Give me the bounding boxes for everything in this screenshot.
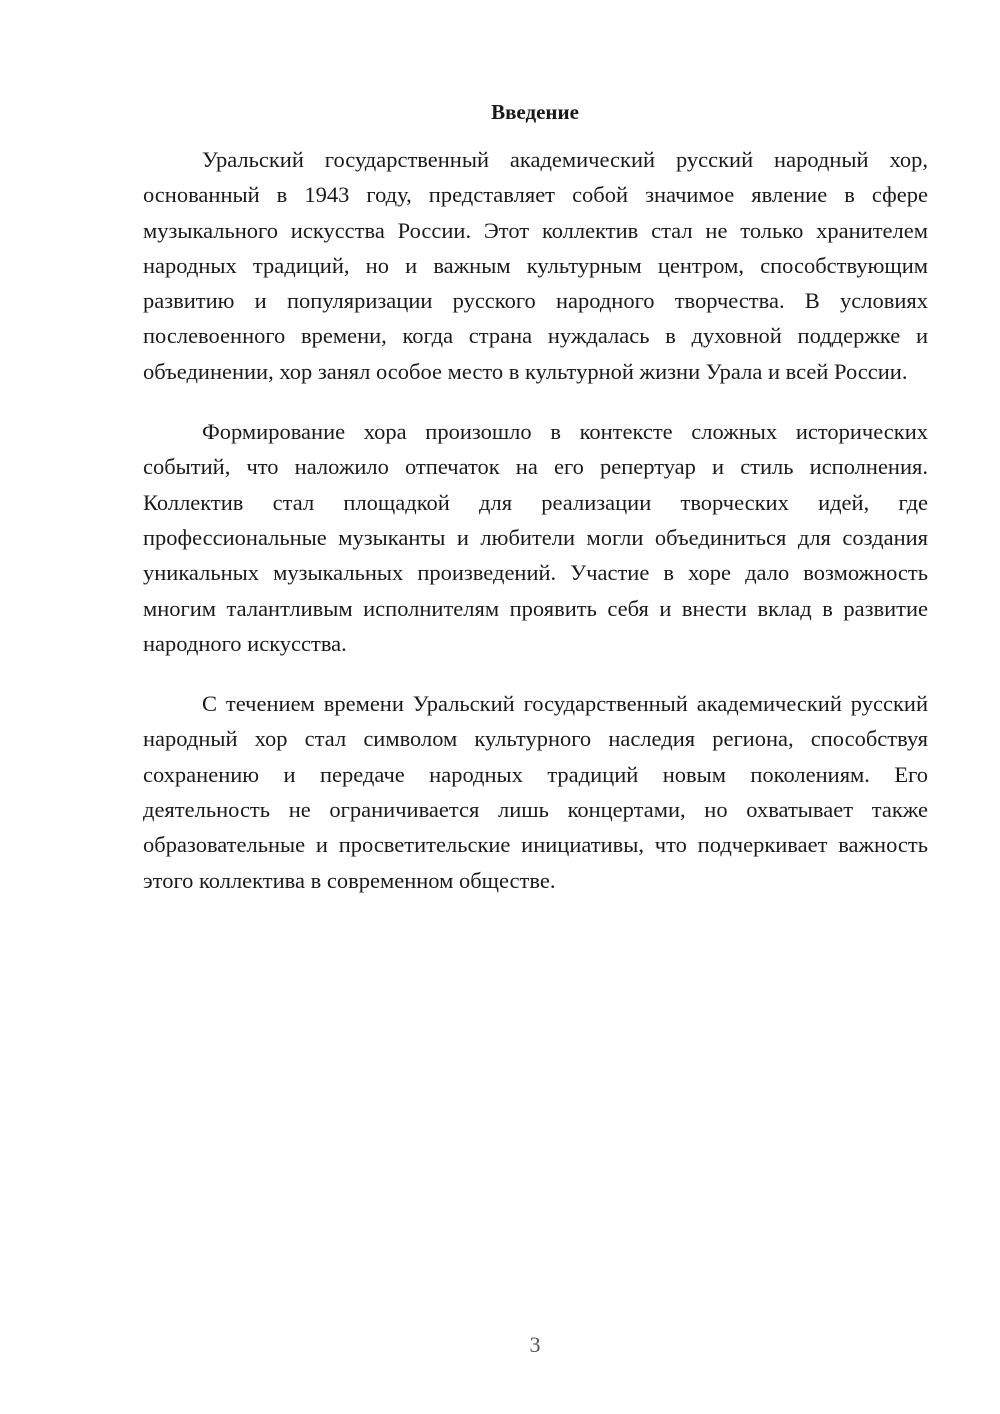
paragraph: С течением времени Уральский государственный академический русский народный хор стал символом культурного наследия региона, способствуя сохранению и передаче народных традиций новым поколениям. Его деятельность не ограничивается лишь концертами, но охватывает также образовательные и просветительские инициативы, что подчеркивает важность этого коллектива в современном обществе. [143,691,928,893]
section-heading: Введение [491,100,579,124]
paragraph: Уральский государственный академический русский народный хор, основанный в 1943 году, представляет собой значимое явление в сфере музыкального искусства России. Этот коллектив стал не только хранителем народных традиций, но и важным культурным центром, способствующим развитию и популяризации русского народного творчества. В условиях послевоенного времени, когда страна нуждалась в духовной поддержке и объединении, хор занял особое место в культурной жизни Урала и всей России. [143,147,928,384]
body-text [143,142,928,923]
page-number: 3 [529,1332,541,1357]
paragraph: Формирование хора произошло в контексте сложных исторических событий, что наложило отпечаток на его репертуар и стиль исполнения. Коллектив стал площадкой для реализации творческих идей, где профессиональные музыканты и любители могли объединиться для создания уникальных музыкальных произведений. Участие в хоре дало возможность многим талантливым исполнителям проявить себя и внести вклад в развитие народного искусства. [143,419,928,656]
